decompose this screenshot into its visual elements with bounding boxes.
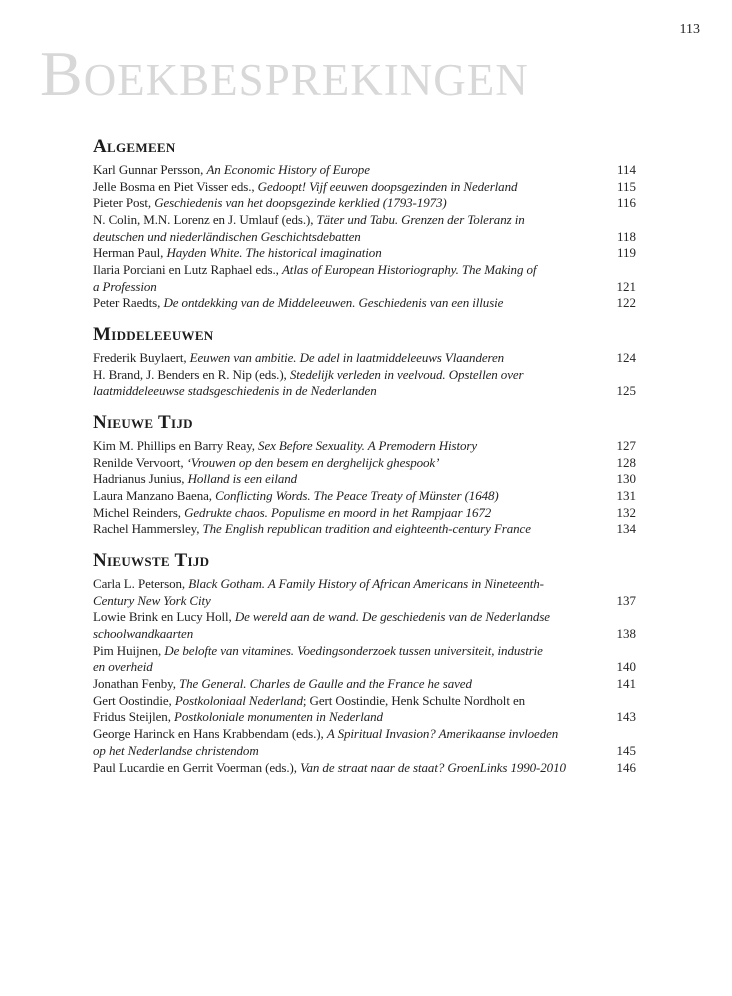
toc-row <box>93 162 636 179</box>
entry-text <box>93 438 477 453</box>
toc-row <box>93 279 636 296</box>
toc-row <box>93 471 636 488</box>
entry-author-segment: Fridus Steijlen, <box>93 709 174 725</box>
entry-text <box>93 609 550 624</box>
entry-title-segment: deutschen und niederländischen Geschichtsdebatten <box>93 228 361 244</box>
entry-text <box>93 471 297 486</box>
toc-row <box>93 760 636 777</box>
entry-title-segment: schoolwandkaarten <box>93 625 194 641</box>
toc-row <box>93 593 636 610</box>
entry-title-segment: De belofte van vitamines. Voedingsonderzoek tussen universiteit, industrie <box>164 642 543 658</box>
entry-page-number: 145 <box>616 742 636 758</box>
toc-row <box>93 350 636 367</box>
toc-row <box>93 438 636 455</box>
entry-author-segment: Jelle Bosma en Piet Visser eds., <box>93 178 258 194</box>
entry-title-segment: ‘Vrouwen op den besem en derghelijck ghespook’ <box>186 454 440 470</box>
entry-page-number: 146 <box>616 759 636 775</box>
entry-text <box>93 659 153 674</box>
entry-author-segment: Renilde Vervoort, <box>93 454 187 470</box>
toc-row <box>93 455 636 472</box>
entry-text <box>93 676 472 691</box>
entry-text <box>93 643 543 658</box>
toc-row <box>93 576 636 593</box>
entry-author-segment: Jonathan Fenby, <box>93 676 180 692</box>
section-heading: Algemeen <box>93 136 176 157</box>
entry-page-number: 141 <box>616 676 636 692</box>
toc-row <box>93 609 636 626</box>
entry-title-segment: Stedelijk verleden in veelvoud. Opstellen over <box>289 366 524 382</box>
entry-page-number: 143 <box>616 709 636 725</box>
entry-text <box>93 488 499 503</box>
entry-author-segment: Hadrianus Junius, <box>93 471 188 487</box>
toc-row <box>93 262 636 279</box>
entry-title-segment: An Economic History of Europe <box>206 161 370 177</box>
entry-page-number: 127 <box>616 437 636 453</box>
entry-text <box>93 505 491 520</box>
entry-page-number: 130 <box>616 471 636 487</box>
entry-text <box>93 455 439 470</box>
entry-title-segment: Century New York City <box>93 592 211 608</box>
entry-author-segment: ; Gert Oostindie, Henk Schulte Nordholt en <box>302 692 526 708</box>
entry-author-segment: Karl Gunnar Persson, <box>93 161 207 177</box>
entry-author-segment: Peter Raedts, <box>93 295 164 311</box>
entry-author-segment: Kim M. Phillips en Barry Reay, <box>93 437 259 453</box>
entry-title-segment: laatmiddeleeuwse stadsgeschiedenis in de Nederlanden <box>93 383 377 399</box>
toc-row <box>93 643 636 660</box>
entry-author-segment: Pim Huijnen, <box>93 642 165 658</box>
entry-text <box>93 709 383 724</box>
entry-author-segment: Michel Reinders, <box>93 504 185 520</box>
toc-row <box>93 367 636 384</box>
entry-title-segment: De wereld aan de wand. De geschiedenis van de Nederlandse <box>234 609 550 625</box>
entry-page-number: 132 <box>616 504 636 520</box>
entry-title-segment: Geschiedenis van het doopsgezinde kerklied (1793-1973) <box>154 195 447 211</box>
entry-author-segment: H. Brand, J. Benders en R. Nip (eds.), <box>93 366 290 382</box>
entry-title-segment: Postkoloniaal Nederland <box>174 692 303 708</box>
entry-text <box>93 521 531 536</box>
section-heading: Nieuwe Tijd <box>93 412 193 434</box>
entry-text <box>93 262 536 277</box>
toc-row <box>93 505 636 522</box>
entry-author-segment: Herman Paul, <box>93 245 167 261</box>
entry-page-number: 128 <box>616 454 636 470</box>
toc-row <box>93 709 636 726</box>
entry-text <box>93 279 157 294</box>
entry-text <box>93 229 361 244</box>
toc-row <box>93 179 636 196</box>
toc-row <box>93 726 636 743</box>
entry-title-segment: en overheid <box>93 659 153 675</box>
page-title: Boekbesprekingen <box>40 38 529 109</box>
entry-text <box>93 626 193 641</box>
entry-text <box>93 743 259 758</box>
entry-page-number: 118 <box>616 228 636 244</box>
entry-title-segment: A Spiritual Invasion? Amerikaanse invloeden <box>326 726 559 742</box>
section-heading: Nieuwste Tijd <box>93 550 210 572</box>
entry-text <box>93 576 544 591</box>
entry-title-segment: Van de straat naar de staat? GroenLinks 1990-2010 <box>300 759 566 775</box>
entry-title-segment: De ontdekking van de Middeleeuwen. Geschiedenis van een illusie <box>163 295 504 311</box>
toc-row <box>93 212 636 229</box>
entry-text <box>93 367 524 382</box>
entry-text <box>93 593 211 608</box>
entry-author-segment: Laura Manzano Baena, <box>93 487 216 503</box>
page-number: 113 <box>679 22 700 37</box>
entry-title-segment: Gedoopt! Vijf eeuwen doopsgezinden in Nederland <box>257 178 518 194</box>
entry-page-number: 138 <box>616 625 636 641</box>
entry-page-number: 125 <box>616 383 636 399</box>
toc-row <box>93 488 636 505</box>
entry-author-segment: Lowie Brink en Lucy Holl, <box>93 609 235 625</box>
entry-text <box>93 726 558 741</box>
entry-text <box>93 212 525 227</box>
toc-row <box>93 295 636 312</box>
entry-text <box>93 383 377 398</box>
entry-text <box>93 350 504 365</box>
entry-author-segment: Gert Oostindie, <box>93 692 175 708</box>
toc-row <box>93 383 636 400</box>
entry-page-number: 119 <box>616 245 636 261</box>
toc-row <box>93 229 636 246</box>
entry-page-number: 137 <box>616 592 636 608</box>
entry-title-segment: Atlas of European Historiography. The Making of <box>281 262 537 278</box>
entry-title-segment: Gedrukte chaos. Populisme en moord in het Rampjaar 1672 <box>184 504 492 520</box>
entry-title-segment: Täter und Tabu. Grenzen der Toleranz in <box>316 211 525 227</box>
entry-text <box>93 295 503 310</box>
entry-author-segment: Pieter Post, <box>93 195 155 211</box>
entry-text <box>93 245 382 260</box>
toc-row <box>93 245 636 262</box>
toc-row <box>93 195 636 212</box>
entry-page-number: 116 <box>616 195 636 211</box>
entry-page-number: 134 <box>616 521 636 537</box>
toc-row <box>93 626 636 643</box>
toc-row <box>93 521 636 538</box>
entry-title-segment: Sex Before Sexuality. A Premodern History <box>258 437 478 453</box>
entry-page-number: 114 <box>616 161 636 177</box>
entry-author-segment: George Harinck en Hans Krabbendam (eds.), <box>93 726 327 742</box>
entry-page-number: 115 <box>616 178 636 194</box>
entry-author-segment: Paul Lucardie en Gerrit Voerman (eds.), <box>93 759 301 775</box>
entry-page-number: 131 <box>616 487 636 503</box>
table-of-contents <box>93 136 636 776</box>
entry-text <box>93 162 370 177</box>
entry-page-number: 140 <box>616 659 636 675</box>
entry-title-segment: Conflicting Words. The Peace Treaty of Münster (1648) <box>215 487 499 503</box>
section-heading: Middeleeuwen <box>93 324 214 346</box>
entry-page-number: 121 <box>616 278 636 294</box>
entry-author-segment: N. Colin, M.N. Lorenz en J. Umlauf (eds.), <box>93 211 317 227</box>
entry-title-segment: Postkoloniale monumenten in Nederland <box>174 709 383 725</box>
entry-author-segment: Frederik Buylaert, <box>93 349 190 365</box>
entry-author-segment: Rachel Hammersley, <box>93 521 203 537</box>
entry-text <box>93 195 447 210</box>
entry-title-segment: Holland is een eiland <box>187 471 298 487</box>
entry-title-segment: The General. Charles de Gaulle and the France he saved <box>179 676 472 692</box>
toc-row <box>93 743 636 760</box>
entry-page-number: 122 <box>616 295 636 311</box>
entry-title-segment: Black Gotham. A Family History of African Americans in Nineteenth- <box>188 575 544 591</box>
toc-row <box>93 676 636 693</box>
entry-text <box>93 760 566 775</box>
entry-text <box>93 179 517 194</box>
entry-text <box>93 693 525 708</box>
entry-title-segment: op het Nederlandse christendom <box>93 742 259 758</box>
entry-page-number: 124 <box>616 349 636 365</box>
entry-author-segment: Carla L. Peterson, <box>93 575 189 591</box>
entry-title-segment: a Profession <box>93 278 157 294</box>
entry-title-segment: Hayden White. The historical imagination <box>166 245 382 261</box>
toc-row <box>93 693 636 710</box>
toc-row <box>93 659 636 676</box>
entry-title-segment: Eeuwen van ambitie. De adel in laatmiddeleeuws Vlaanderen <box>189 349 505 365</box>
entry-title-segment: The English republican tradition and eighteenth-century France <box>202 521 531 537</box>
entry-author-segment: Ilaria Porciani en Lutz Raphael eds., <box>93 262 282 278</box>
